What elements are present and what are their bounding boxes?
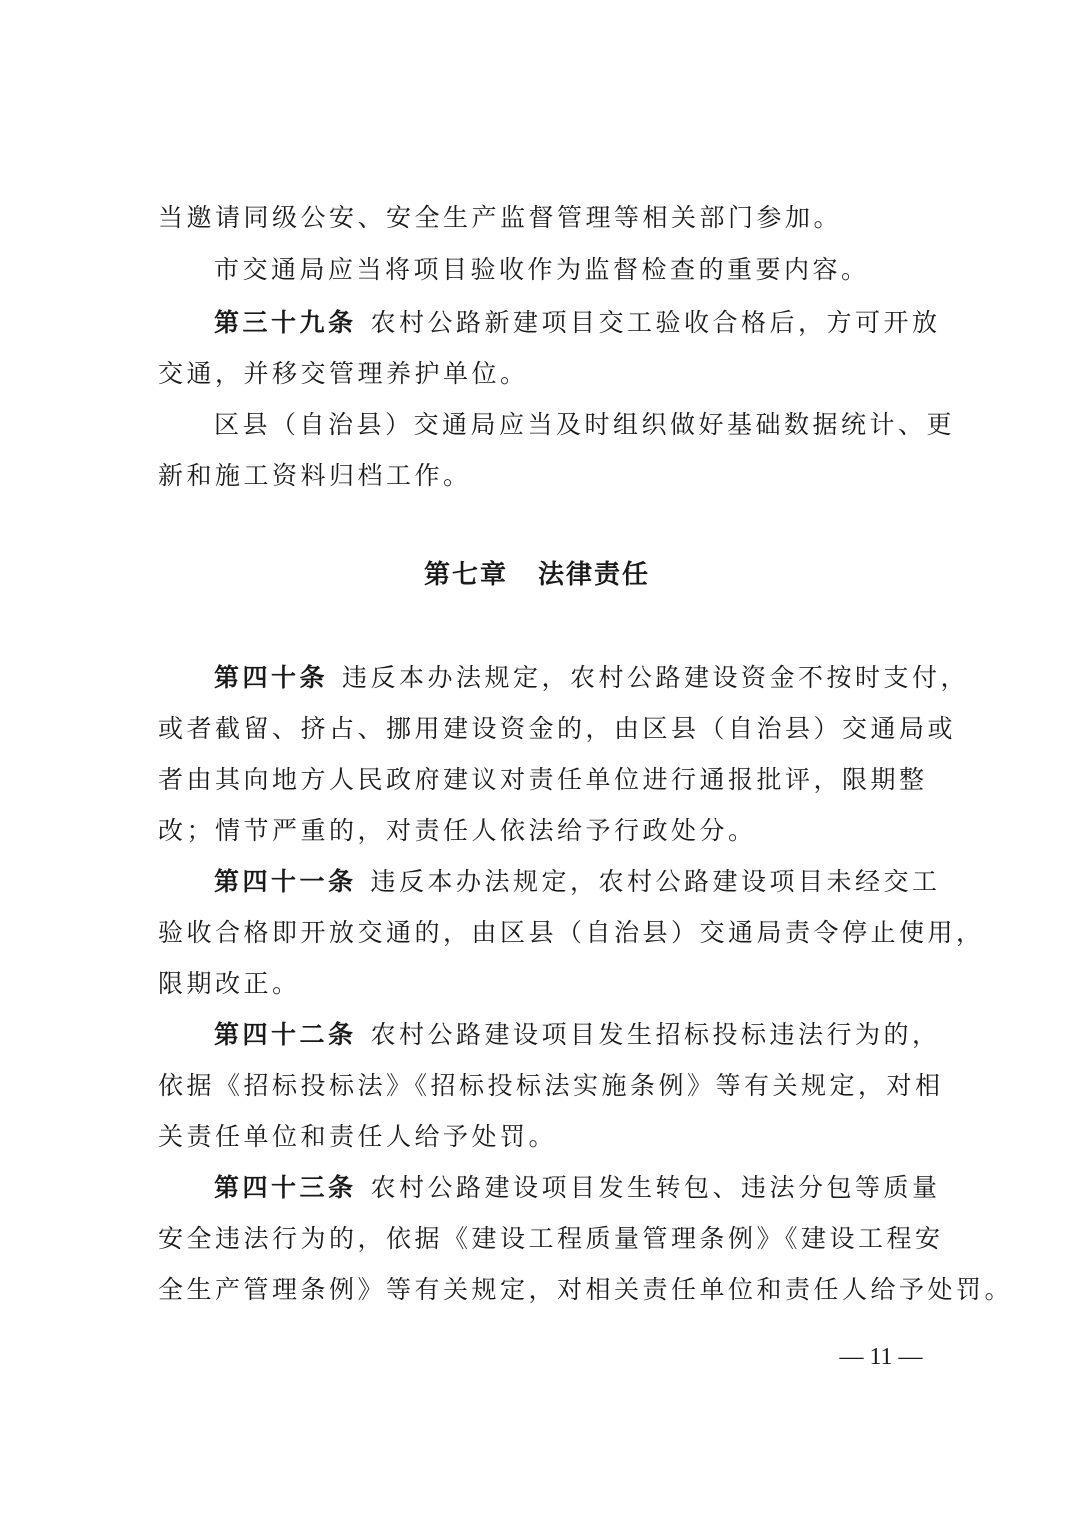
paragraph-line: 交通，并移交管理养护单位。 (158, 359, 529, 388)
page-number: — 11 — (839, 1344, 923, 1370)
chapter-number: 第七章 (423, 560, 508, 590)
paragraph-line: 全生产管理条例》等有关规定，对相关责任单位和责任人给予处罚。 (158, 1275, 1014, 1304)
article-text: 违反本办法规定，农村公路建设资金不按时支付， (342, 663, 970, 692)
article-heading: 第四十一条 (214, 867, 357, 896)
article-40-line (214, 662, 970, 694)
article-heading: 第三十九条 (214, 308, 357, 337)
article-text: 农村公路建设项目发生招标投标违法行为的， (370, 1020, 941, 1049)
article-text: 违反本办法规定，农村公路建设项目未经交工 (370, 867, 941, 896)
chapter-heading (0, 558, 1074, 592)
article-text: 农村公路新建项目交工验收合格后，方可开放 (370, 308, 941, 337)
paragraph-line: 关责任单位和责任人给予处罚。 (158, 1122, 558, 1151)
paragraph-line: 验收合格即开放交通的，由区县（自治县）交通局责令停止使用， (158, 918, 985, 947)
article-heading: 第四十二条 (214, 1020, 357, 1049)
paragraph-line: 当邀请同级公安、安全生产监督管理等相关部门参加。 (158, 203, 843, 232)
paragraph-line: 或者截留、挤占、挪用建设资金的，由区县（自治县）交通局或 (158, 714, 957, 743)
article-text: 农村公路建设项目发生转包、违法分包等质量 (370, 1173, 941, 1202)
article-43-line (214, 1172, 958, 1204)
paragraph-line: 者由其向地方人民政府建议对责任单位进行通报批评，限期整 (158, 765, 928, 794)
article-41-line (214, 866, 958, 898)
chapter-title: 法律责任 (538, 560, 651, 590)
paragraph-line: 新和施工资料归档工作。 (158, 461, 472, 490)
paragraph-line: 区县（自治县）交通局应当及时组织做好基础数据统计、更 (214, 410, 956, 439)
paragraph-line: 市交通局应当将项目验收作为监督检查的重要内容。 (214, 255, 870, 284)
paragraph-line: 限期改正。 (158, 969, 301, 998)
article-heading: 第四十条 (214, 663, 329, 692)
article-42-line (214, 1019, 958, 1051)
paragraph-line: 安全违法行为的，依据《建设工程质量管理条例》《建设工程安 (158, 1224, 944, 1253)
paragraph-line: 改；情节严重的，对责任人依法给予行政处分。 (158, 816, 757, 845)
article-39-line (214, 307, 958, 339)
article-heading: 第四十三条 (214, 1173, 357, 1202)
paragraph-line: 依据《招标投标法》《招标投标法实施条例》等有关规定，对相 (158, 1071, 944, 1100)
